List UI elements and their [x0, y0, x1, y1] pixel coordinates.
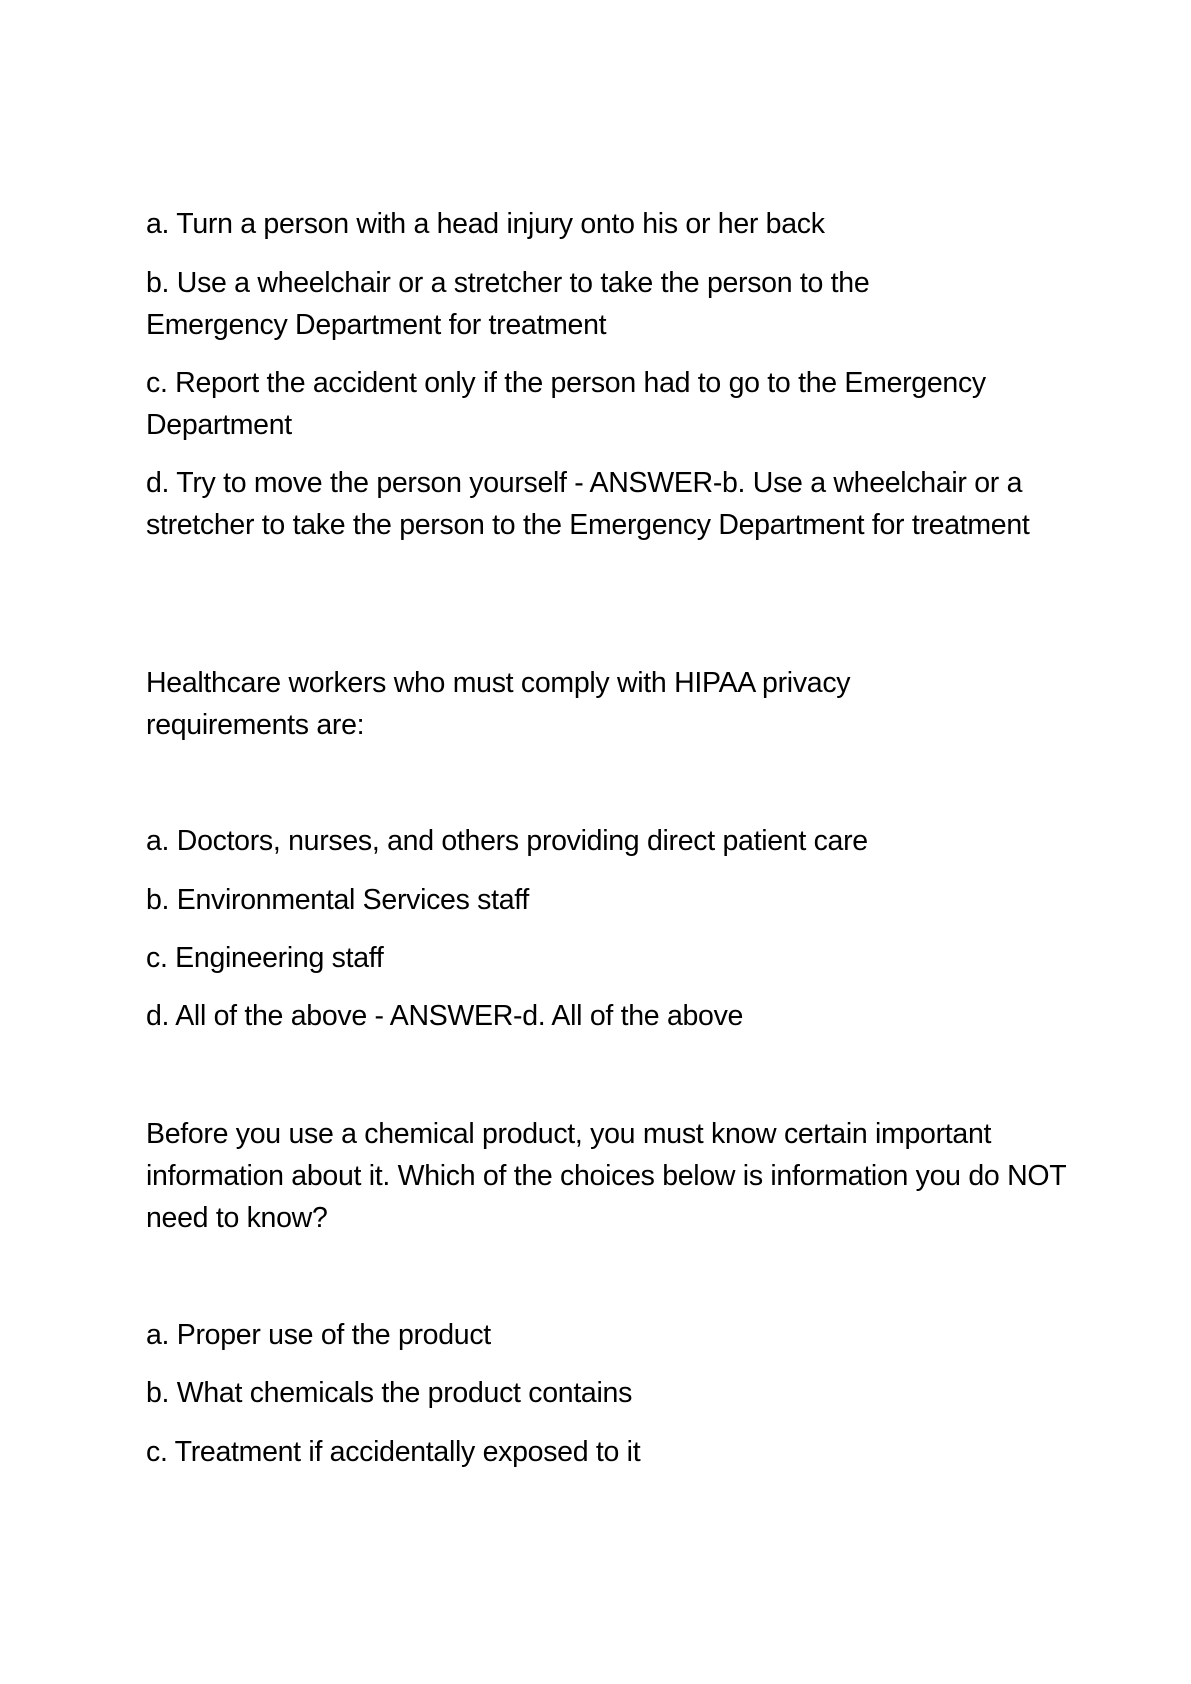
question-2-option-d-with-answer: d. All of the above - ANSWER-d. All of the above — [146, 1000, 744, 1032]
question-3-option-b: b. What chemicals the product contains — [146, 1377, 633, 1409]
question-2-option-b: b. Environmental Services staff — [146, 884, 530, 916]
question-1-option-a: a. Turn a person with a head injury onto his or her back — [146, 208, 825, 240]
question-3-option-c: c. Treatment if accidentally exposed to it — [146, 1436, 641, 1468]
question-1-option-b: b. Use a wheelchair or a stretcher to take the person to the Emergency Department for treatment — [146, 267, 870, 341]
question-1-option-d-with-answer: d. Try to move the person yourself - ANSWER-b. Use a wheelchair or a stretcher to take the person to the Emergency Department for treatment — [146, 467, 1030, 541]
question-2-option-a: a. Doctors, nurses, and others providing direct patient care — [146, 825, 868, 857]
question-2-prompt: Healthcare workers who must comply with HIPAA privacy requirements are: — [146, 667, 851, 741]
question-3-prompt: Before you use a chemical product, you must know certain important information about it. Which of the choices below is information you do NOT need to know? — [146, 1118, 1066, 1234]
question-3-option-a: a. Proper use of the product — [146, 1319, 491, 1351]
question-1-option-c: c. Report the accident only if the person had to go to the Emergency Department — [146, 367, 986, 441]
question-2-option-c: c. Engineering staff — [146, 942, 384, 974]
